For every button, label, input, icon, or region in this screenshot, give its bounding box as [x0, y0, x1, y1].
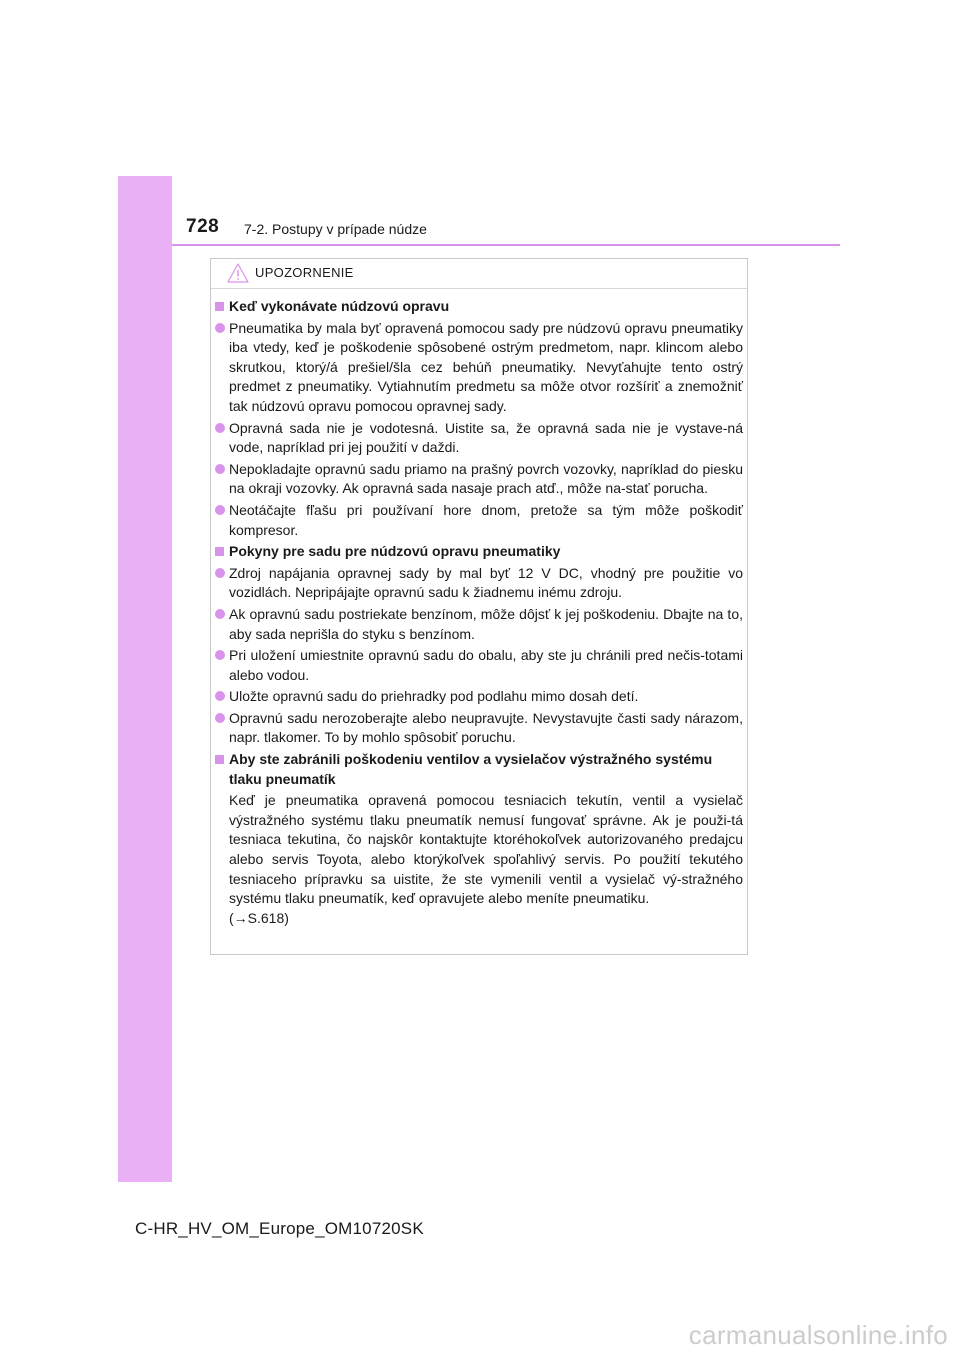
- section-heading: Pokyny pre sadu pre núdzovú opravu pneumatiky: [229, 543, 561, 560]
- list-item: [215, 501, 743, 540]
- list-item: [215, 319, 743, 417]
- list-item-text: Pri uložení umiestnite opravnú sadu do obalu, aby ste ju chránili pred nečis-totami alebo vodou.: [229, 647, 743, 683]
- list-item-text: Zdroj napájania opravnej sady by mal byť 12 V DC, vhodný pre použitie vo vozidlách. Nepripájajte opravnú sadu k žiadnemu inému zdroju.: [229, 564, 743, 601]
- round-bullet-icon: [215, 609, 225, 619]
- section-title: 7-2. Postupy v prípade núdze: [244, 221, 427, 237]
- section-heading: Keď vykonávate núdzovú opravu: [229, 298, 450, 314]
- page-reference: (→S.618): [229, 909, 289, 926]
- list-item-text: Uložte opravnú sadu do priehradky pod podlahu mimo dosah detí.: [229, 688, 639, 705]
- section-heading: Aby ste zabránili poškodeniu ventilov a vysielačov výstražného systému tlaku pneumatík: [229, 751, 713, 787]
- list-item: [215, 460, 743, 499]
- warning-header: [211, 259, 747, 289]
- square-bullet-icon: [215, 302, 224, 311]
- square-bullet-icon: [215, 755, 224, 764]
- chapter-sidebar-tab: [118, 176, 172, 1182]
- round-bullet-icon: [215, 650, 225, 660]
- round-bullet-icon: [215, 691, 225, 701]
- page-number: 728: [186, 216, 220, 237]
- list-item-text: Opravná sada nie je vodotesná. Uistite sa, že opravná sada nie je vystave-ná vode, napríklad pri jej použití v daždi.: [229, 419, 743, 456]
- section-valve-protection: [215, 750, 743, 789]
- round-bullet-icon: [215, 323, 225, 333]
- list-item: [215, 564, 743, 603]
- round-bullet-icon: [215, 505, 225, 515]
- round-bullet-icon: [215, 568, 225, 578]
- list-item-text: Opravnú sadu nerozoberajte alebo neupravujte. Nevystavujte časti sady nárazom, napr. tlakomer. To by mohlo spôsobiť poruchu.: [229, 709, 743, 746]
- list-item: [215, 687, 743, 707]
- watermark: carmanualsonline.info: [688, 1320, 948, 1350]
- document-code: C-HR_HV_OM_Europe_OM10720SK: [135, 1219, 424, 1238]
- section-kit-instructions: [215, 542, 743, 562]
- list-item-text: Ak opravnú sadu postriekate benzínom, môže dôjsť k jej poškodeniu. Dbajte na to, aby sada neprišla do styku s benzínom.: [229, 605, 743, 642]
- list-item: [215, 605, 743, 644]
- round-bullet-icon: [215, 713, 225, 723]
- list-item-text: Neotáčajte fľašu pri používaní hore dnom, pretože sa tým môže poškodiť kompresor.: [229, 501, 743, 538]
- warning-content: [215, 297, 743, 928]
- warning-triangle-icon: [227, 263, 249, 283]
- round-bullet-icon: [215, 464, 225, 474]
- square-bullet-icon: [215, 547, 224, 556]
- list-item: [215, 709, 743, 748]
- list-item-text: Nepokladajte opravnú sadu priamo na prašný povrch vozovky, napríklad do piesku na okraji vozovky. Ak opravná sada nasaje prach atď., môže na-stať porucha.: [229, 460, 743, 497]
- warning-title: UPOZORNENIE: [255, 265, 354, 280]
- section-paragraph: Keď je pneumatika opravená pomocou tesniacich tekutín, ventil a vysielač výstražného systému tlaku pneumatík nemusí fungovať správne. Ak je použi-tá tesniaca tekutina, čo najskôr kontaktujte ktoréhokoľvek autorizovaného predajcu alebo servis Toyota, alebo ktorýkoľvek spoľahlivý servis. Po použití tekutého tesniaceho prípravku sa uistite, že ste vymenili ventil a vysielač vý-stražného systému tlaku pneumatík, keď opravujete alebo meníte pneumatiku.: [229, 792, 743, 907]
- section-emergency-repair: [215, 297, 743, 317]
- list-item-text: Pneumatika by mala byť opravená pomocou sady pre núdzovú opravu pneumatiky iba vtedy, keď je poškodenie spôsobené ostrým predmetom, napr. klincom alebo skrutkou, ktorý/á prešiel/šla cez behúň pneumatiky. Nevyťahujte tento ostrý predmet z pneumatiky. Vytiahnutím predmetu sa môže otvor rozšíriť a znemožniť tak núdzovú opravu pomocou opravnej sady.: [229, 319, 743, 414]
- list-item: [215, 646, 743, 685]
- header-divider: [172, 244, 840, 246]
- warning-box: [210, 258, 748, 955]
- list-item: [215, 419, 743, 458]
- round-bullet-icon: [215, 423, 225, 433]
